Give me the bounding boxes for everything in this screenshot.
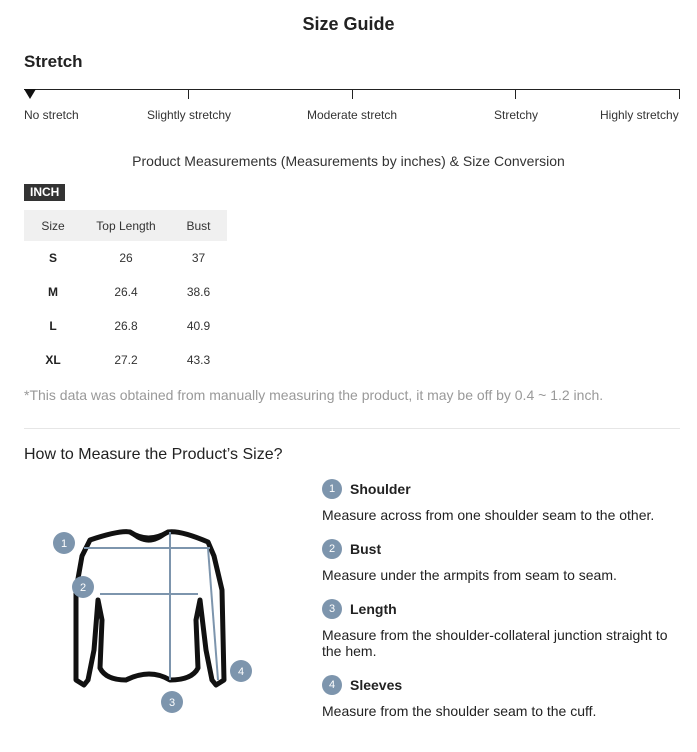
step-description: Measure under the armpits from seam to seam. bbox=[322, 567, 617, 583]
size-table bbox=[24, 210, 227, 377]
stretch-level-slightly-stretchy: Slightly stretchy bbox=[147, 108, 232, 122]
step-number-badge: 4 bbox=[322, 675, 342, 695]
scale-tick bbox=[679, 89, 680, 99]
bust-cell: 37 bbox=[191, 251, 206, 265]
diagram-marker-3 bbox=[161, 691, 183, 713]
bust-cell: 40.9 bbox=[186, 319, 211, 333]
table-row bbox=[24, 241, 227, 275]
measure-step-bust bbox=[322, 539, 677, 583]
scale-tick bbox=[515, 89, 516, 99]
step-name: Shoulder bbox=[350, 481, 411, 497]
table-row bbox=[24, 275, 227, 309]
diagram-marker-4 bbox=[230, 660, 252, 682]
measurement-disclaimer: *This data was obtained from manually measuring the product, it may be off by 0.4 ~ 1.2 inch. bbox=[24, 387, 604, 403]
column-header-bust: Bust bbox=[170, 210, 227, 241]
size-cell: L bbox=[49, 319, 57, 333]
bust-cell: 43.3 bbox=[186, 353, 211, 367]
measure-step-sleeves bbox=[322, 675, 677, 719]
step-number-badge: 3 bbox=[322, 599, 342, 619]
diagram-marker-2 bbox=[72, 576, 94, 598]
measure-step-length bbox=[322, 599, 677, 659]
bust-cell: 38.6 bbox=[186, 285, 211, 299]
sweater-measurement-diagram bbox=[40, 520, 280, 720]
svg-text:2: 2 bbox=[79, 582, 87, 594]
size-cell: M bbox=[48, 285, 58, 299]
top-length-cell: 26 bbox=[119, 251, 133, 265]
scale-tick bbox=[352, 89, 353, 99]
svg-text:1: 1 bbox=[60, 538, 68, 550]
size-cell: XL bbox=[45, 353, 61, 367]
top-length-cell: 27.2 bbox=[114, 353, 138, 367]
step-name: Bust bbox=[350, 541, 382, 557]
step-description: Measure across from one shoulder seam to the other. bbox=[322, 507, 655, 523]
table-row bbox=[24, 309, 227, 343]
measure-step-shoulder bbox=[322, 479, 677, 523]
svg-text:4: 4 bbox=[237, 666, 245, 678]
modal-title: Size Guide bbox=[302, 14, 395, 34]
column-header-top-length: Top Length bbox=[82, 210, 170, 241]
step-name: Length bbox=[350, 601, 397, 617]
stretch-level-moderate-stretch: Moderate stretch bbox=[307, 108, 398, 122]
table-header-row bbox=[24, 210, 227, 241]
top-length-cell: 26.4 bbox=[114, 285, 138, 299]
stretch-level-stretchy: Stretchy bbox=[494, 108, 539, 122]
stretch-level-highly-stretchy: Highly stretchy bbox=[600, 108, 679, 122]
unit-badge: INCH bbox=[24, 184, 65, 201]
section-divider bbox=[24, 428, 680, 429]
diagram-marker-1 bbox=[53, 532, 75, 554]
sweater-outline-icon bbox=[76, 532, 224, 685]
table-row bbox=[24, 343, 227, 377]
step-number-badge: 1 bbox=[322, 479, 342, 499]
stretch-level-no-stretch: No stretch bbox=[24, 108, 79, 122]
how-to-measure-heading: How to Measure the Product’s Size? bbox=[24, 446, 283, 463]
top-length-cell: 26.8 bbox=[114, 319, 138, 333]
measurements-heading: Product Measurements (Measurements by inches) & Size Conversion bbox=[132, 153, 565, 169]
scale-tick bbox=[188, 89, 189, 99]
step-description: Measure from the shoulder seam to the cuff. bbox=[322, 703, 597, 719]
column-header-size: Size bbox=[24, 210, 82, 241]
step-number-badge: 2 bbox=[322, 539, 342, 559]
size-cell: S bbox=[48, 251, 57, 265]
svg-text:3: 3 bbox=[168, 697, 176, 709]
step-description: Measure from the shoulder-collateral junction straight to the hem. bbox=[322, 627, 668, 659]
stretch-selected-marker-icon bbox=[24, 89, 36, 99]
stretch-heading: Stretch bbox=[24, 52, 83, 71]
step-name: Sleeves bbox=[350, 677, 403, 693]
